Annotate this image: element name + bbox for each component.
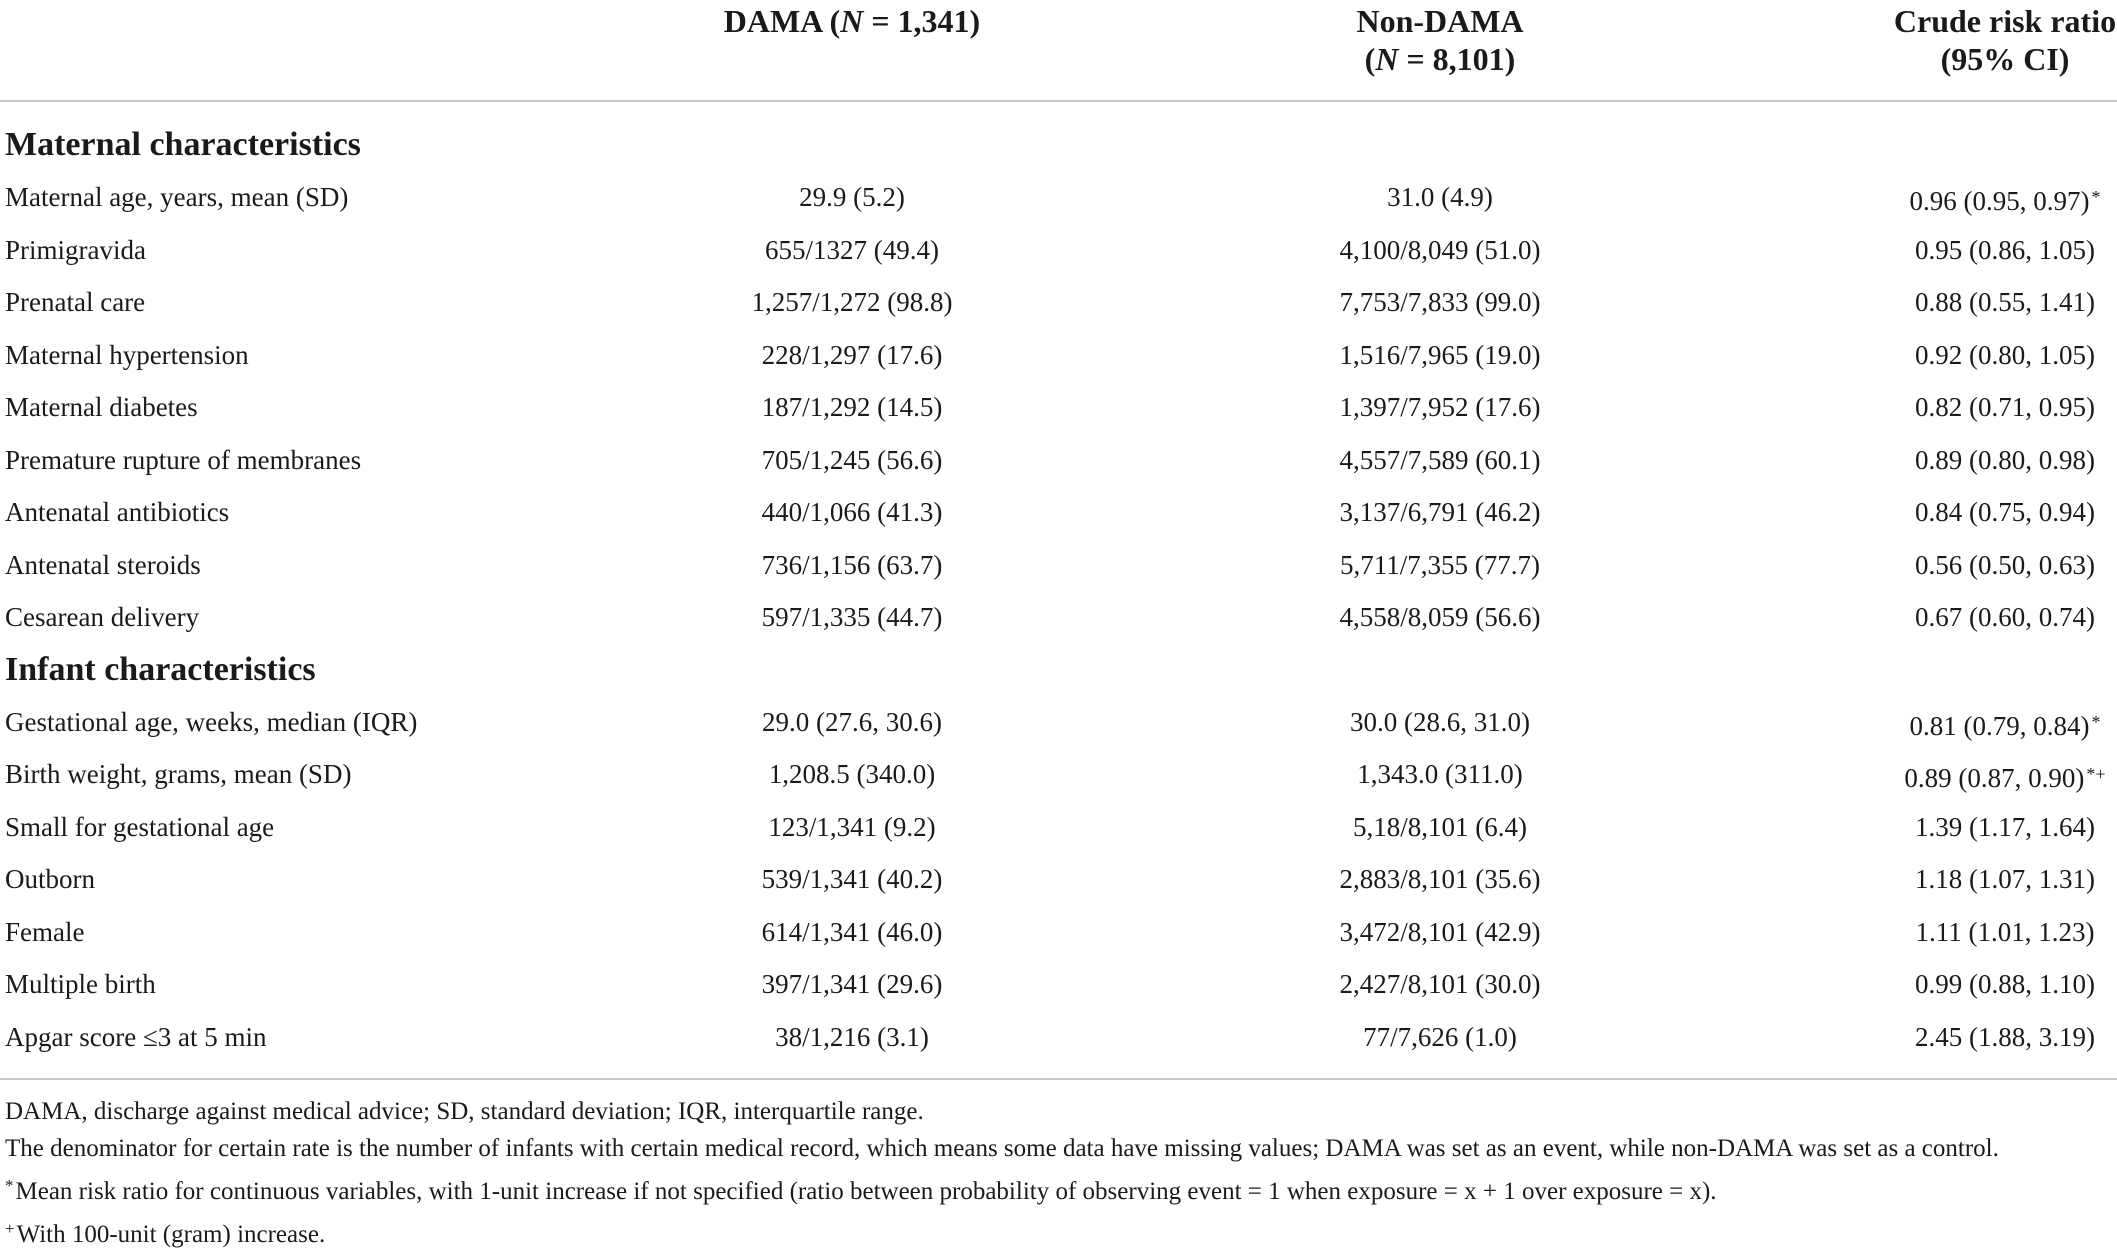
dama-value: 614/1,341 (46.0) xyxy=(761,916,943,947)
non-dama-value: 5,711/7,355 (77.7) xyxy=(1340,549,1540,580)
risk-ratio-value: 0.89 (0.80, 0.98) xyxy=(1915,444,2095,475)
row-label: Maternal hypertension xyxy=(5,339,249,370)
table-header xyxy=(0,0,2117,100)
section-heading: Maternal characteristics xyxy=(5,126,361,163)
table-row xyxy=(0,539,2117,592)
row-label: Multiple birth xyxy=(5,969,156,999)
non-dama-value: 7,753/7,833 (99.0) xyxy=(1339,287,1541,317)
non-dama-value: 4,100/8,049 (51.0) xyxy=(1339,234,1541,265)
footnote xyxy=(5,1167,2115,1210)
table-row xyxy=(0,381,2117,434)
dama-value: 29.9 (5.2) xyxy=(799,182,905,212)
dama-value: 440/1,066 (41.3) xyxy=(761,497,943,527)
row-label: Premature rupture of membranes xyxy=(5,444,362,475)
risk-ratio-cell xyxy=(1705,381,2117,433)
risk-ratio-value: 0.89 (0.87, 0.90) xyxy=(1904,763,2085,793)
dama-value: 123/1,341 (9.2) xyxy=(768,811,936,842)
table-row xyxy=(0,801,2117,854)
risk-ratio-value: 1.11 (1.01, 1.23) xyxy=(1915,916,2095,947)
footnote-symbol: + xyxy=(5,1219,15,1238)
non-dama-value: 2,427/8,101 (30.0) xyxy=(1339,969,1541,999)
footnote xyxy=(5,1093,2115,1130)
row-label: Gestational age, weeks, median (IQR) xyxy=(5,706,418,737)
risk-ratio-cell xyxy=(1705,434,2117,486)
row-label: Outborn xyxy=(5,864,95,894)
risk-ratio-cell xyxy=(1705,906,2117,958)
dama-value: 29.0 (27.6, 30.6) xyxy=(762,706,942,737)
table-row xyxy=(0,486,2117,539)
risk-ratio-value: 0.84 (0.75, 0.94) xyxy=(1915,497,2095,527)
risk-ratio-cell xyxy=(1705,801,2117,853)
table-row xyxy=(0,591,2117,644)
risk-ratio-cell xyxy=(1705,329,2117,381)
dama-value: 1,208.5 (340.0) xyxy=(768,759,936,789)
footnote-marker: *+ xyxy=(2086,764,2106,784)
row-label: Cesarean delivery xyxy=(5,602,200,632)
non-dama-value: 3,137/6,791 (46.2) xyxy=(1339,497,1541,527)
risk-ratio-value: 0.81 (0.79, 0.84) xyxy=(1909,710,2090,741)
risk-ratio-cell xyxy=(1705,276,2117,328)
row-label: Prenatal care xyxy=(5,287,146,317)
risk-ratio-value: 1.39 (1.17, 1.64) xyxy=(1915,811,2095,842)
risk-ratio-value: 0.56 (0.50, 0.63) xyxy=(1915,549,2095,580)
dama-value: 228/1,297 (17.6) xyxy=(761,339,943,370)
row-label: Apgar score ≤3 at 5 min xyxy=(5,1021,267,1052)
dama-value: 1,257/1,272 (98.8) xyxy=(751,287,953,317)
risk-ratio-value: 0.67 (0.60, 0.74) xyxy=(1915,602,2095,632)
risk-ratio-cell xyxy=(1705,958,2117,1010)
non-dama-value: 1,516/7,965 (19.0) xyxy=(1339,339,1541,370)
table-row xyxy=(0,748,2117,801)
risk-ratio-value: 0.95 (0.86, 1.05) xyxy=(1915,234,2095,265)
row-label: Female xyxy=(5,916,85,947)
risk-ratio-value: 0.88 (0.55, 1.41) xyxy=(1915,287,2095,317)
column-header-non-dama: Non-DAMA (N = 8,101) xyxy=(1356,3,1524,77)
non-dama-value: 3,472/8,101 (42.9) xyxy=(1339,916,1541,947)
risk-ratio-cell xyxy=(1705,171,2117,227)
table-row xyxy=(0,171,2117,224)
risk-ratio-cell xyxy=(1705,853,2117,905)
table-row xyxy=(0,329,2117,382)
row-label: Maternal age, years, mean (SD) xyxy=(5,182,349,212)
non-dama-value: 1,397/7,952 (17.6) xyxy=(1339,392,1541,422)
non-dama-value: 4,557/7,589 (60.1) xyxy=(1339,444,1541,475)
non-dama-value: 31.0 (4.9) xyxy=(1387,182,1493,212)
risk-ratio-value: 2.45 (1.88, 3.19) xyxy=(1915,1021,2095,1052)
footnote-marker: * xyxy=(2091,187,2101,207)
row-label: Antenatal steroids xyxy=(5,549,201,580)
table-row xyxy=(0,958,2117,1011)
dama-value: 736/1,156 (63.7) xyxy=(761,549,943,580)
table-row xyxy=(0,276,2117,329)
column-header-crude-risk-ratio: Crude risk ratio (95% CI) xyxy=(1893,3,2117,77)
footnote-text: With 100-unit (gram) increase. xyxy=(16,1221,326,1248)
dama-value: 187/1,292 (14.5) xyxy=(761,392,943,422)
risk-ratio-value: 0.92 (0.80, 1.05) xyxy=(1915,339,2095,370)
footnote xyxy=(5,1210,2115,1253)
risk-ratio-cell xyxy=(1705,539,2117,591)
table-row xyxy=(0,906,2117,959)
risk-ratio-value: 0.82 (0.71, 0.95) xyxy=(1915,392,2095,422)
non-dama-value: 1,343.0 (311.0) xyxy=(1357,759,1523,789)
risk-ratio-cell xyxy=(1705,696,2117,752)
risk-ratio-cell xyxy=(1705,591,2117,643)
table-row xyxy=(0,853,2117,906)
non-dama-value: 4,558/8,059 (56.6) xyxy=(1339,602,1541,632)
footnote-text: The denominator for certain rate is the number of infants with certain medical record, which means some data have missing values; DAMA was set as an event, while non-DAMA was set as a control. xyxy=(5,1135,1999,1162)
footnote-text: DAMA, discharge against medical advice; SD, standard deviation; IQR, interquartile range. xyxy=(5,1098,924,1125)
non-dama-value: 2,883/8,101 (35.6) xyxy=(1339,864,1541,894)
non-dama-value: 77/7,626 (1.0) xyxy=(1363,1021,1517,1052)
non-dama-value: 30.0 (28.6, 31.0) xyxy=(1350,706,1530,737)
non-dama-value: 5,18/8,101 (6.4) xyxy=(1353,811,1527,842)
risk-ratio-value: 0.96 (0.95, 0.97) xyxy=(1909,186,2090,216)
header-divider xyxy=(0,100,2117,102)
footnote-symbol: * xyxy=(5,1176,14,1195)
risk-ratio-value: 1.18 (1.07, 1.31) xyxy=(1915,864,2095,894)
risk-ratio-value: 0.99 (0.88, 1.10) xyxy=(1915,969,2095,999)
dama-value: 597/1,335 (44.7) xyxy=(761,602,943,632)
risk-ratio-cell xyxy=(1705,1011,2117,1063)
footnote xyxy=(5,1130,2115,1167)
table-row xyxy=(0,224,2117,277)
table-body xyxy=(0,119,2117,1063)
table-row xyxy=(0,434,2117,487)
footer-divider xyxy=(0,1078,2117,1080)
dama-value: 397/1,341 (29.6) xyxy=(761,969,943,999)
column-header-dama: DAMA (N = 1,341) xyxy=(723,3,981,39)
risk-ratio-cell xyxy=(1705,224,2117,276)
dama-value: 655/1327 (49.4) xyxy=(765,234,939,265)
table-footnotes xyxy=(5,1093,2115,1253)
section-heading: Infant characteristics xyxy=(5,650,316,688)
row-label: Primigravida xyxy=(5,234,146,265)
row-label: Small for gestational age xyxy=(5,811,275,842)
dama-value: 705/1,245 (56.6) xyxy=(761,444,943,475)
risk-ratio-cell xyxy=(1705,486,2117,538)
table-row xyxy=(0,696,2117,749)
footnote-text: Mean risk ratio for continuous variables, with 1-unit increase if not specified (ratio between probability of observing event = 1 when exposure = x + 1 over exposure = x). xyxy=(15,1178,1717,1205)
row-label: Birth weight, grams, mean (SD) xyxy=(5,759,352,789)
footnote-marker: * xyxy=(2091,711,2101,732)
table-row xyxy=(0,1011,2117,1064)
row-label: Antenatal antibiotics xyxy=(5,497,230,527)
risk-ratio-cell xyxy=(1705,748,2117,804)
dama-value: 38/1,216 (3.1) xyxy=(775,1021,929,1052)
dama-value: 539/1,341 (40.2) xyxy=(761,864,943,894)
row-label: Maternal diabetes xyxy=(5,392,198,422)
